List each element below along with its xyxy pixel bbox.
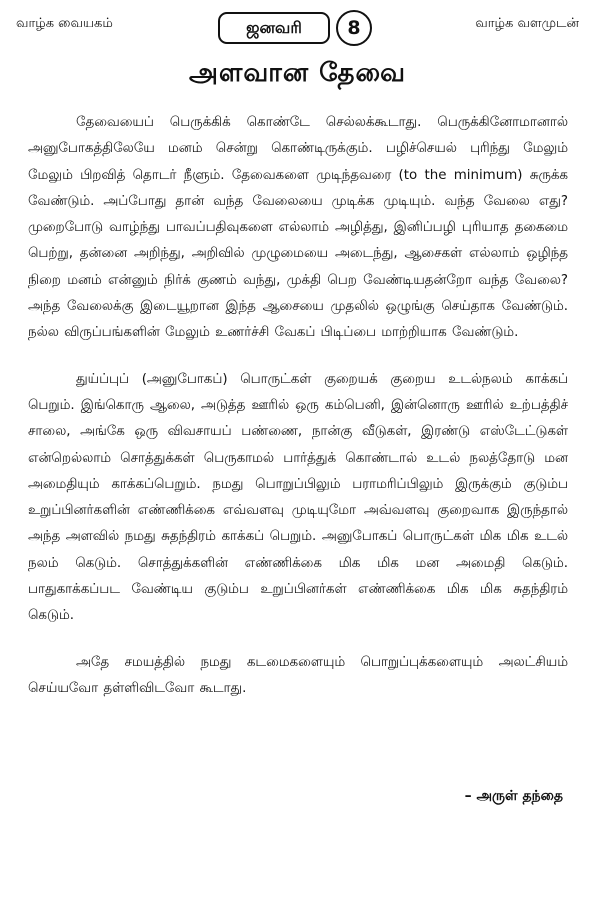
page-title: அளவான தேவை bbox=[189, 58, 406, 88]
header-left-text: வாழ்க வையகம் bbox=[16, 16, 113, 31]
day-number: 8 bbox=[347, 17, 361, 39]
day-number-circle bbox=[336, 10, 372, 46]
month-label: ஜனவரி bbox=[246, 17, 302, 37]
page-header bbox=[0, 12, 595, 52]
paragraph-1: தேவையைப் பெருக்கிக் கொண்டே செல்லக்கூடாது. பெருக்கினோமானால் அனுபோகத்திலேயே மனம் சென்று கொண்டிருக்கும். பழிச்செயல் புரிந்து மேலும் மேலும் பிறவித் தொடர் நீளும். தேவைகளை முடிந்தவரை (to the minimum) சுருக்க வேண்டும். அப்போது தான் வந்த வேலையை முடிக்க முடியும். வந்த வேலை எது? முறைபோடு வாழ்ந்து பாவப்பதிவுகளை எல்லாம் அழித்து, இனிப்பழி புரியாத தகைமை பெற்று, தன்னை அறிந்து, அறிவில் முழுமையை அடைந்து, ஆசைகள் எல்லாம் ஒழிந்த நிறை மனம் என்னும் நிர்க் குணம் வந்து, முக்தி பெற வேண்டியதன்றோ வந்த வேலை? அந்த வேலைக்கு இடையூறான இந்த ஆசையை முதலில் ஒழுங்கு செய்தாக வேண்டும். நல்ல விருப்பங்களின் மேலும் உணர்ச்சி வேகப் பிடிப்பை மாற்றியாக வேண்டும். bbox=[28, 115, 568, 341]
header-right-text: வாழ்க வளமுடன் bbox=[475, 16, 579, 31]
body-text bbox=[28, 110, 568, 722]
paragraph-3: அதே சமயத்தில் நமது கடமைகளையும் பொறுப்புக்களையும் அலட்சியம் செய்யவோ தள்ளிவிடவோ கூடாது. bbox=[28, 654, 568, 696]
signature: – அருள் தந்தை bbox=[464, 788, 563, 804]
paragraph-2: துய்ப்புப் (அனுபோகப்) பொருட்கள் குறையக் குறைய உடல்நலம் காக்கப் பெறும். இங்கொரு ஆலை, அடுத்த ஊரில் ஒரு கம்பெனி, இன்னொரு ஊரில் உற்பத்திச் சாலை, அங்கே ஒரு விவசாயப் பண்ணை, நான்கு வீடுகள், இரண்டு எஸ்டேட்டுகள் என்றெல்லாம் சொத்துக்கள் பெருகாமல் பார்த்துக் கொண்டால் உடல் நலத்தோடு மன அமைதியும் காக்கப்பெறும். நமது பொறுப்பிலும் பராமரிப்பிலும் இருக்கும் குடும்ப உறுப்பினர்களின் எண்ணிக்கை எவ்வளவு முடியுமோ அவ்வளவு குறைவாக இருந்தால் அந்த அளவில் நமது சுதந்திரம் காக்கப் பெறும். அனுபோகப் பொருட்கள் மிக மிக உடல் நலம் கெடும். சொத்துக்களின் எண்ணிக்கை மிக மிக மன அமைதி கெடும். பாதுகாக்கப்பட வேண்டிய குடும்ப உறுப்பினர்கள் எண்ணிக்கை மிக மிக சுதந்திரம் கெடும். bbox=[28, 371, 568, 624]
month-label-box bbox=[218, 12, 330, 44]
